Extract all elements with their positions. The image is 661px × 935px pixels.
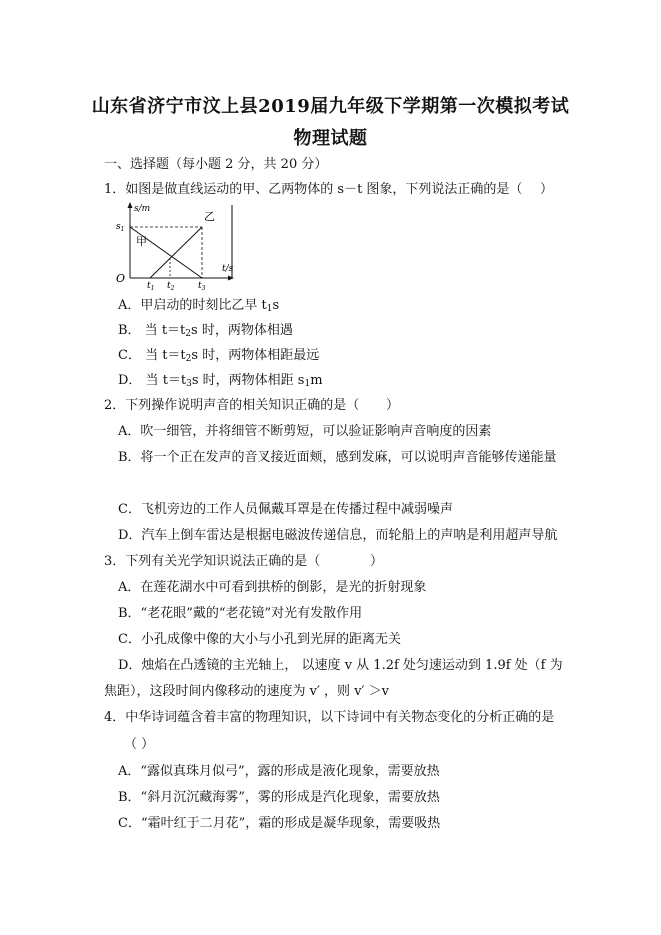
question-1-stem: 1．如图是做直线运动的甲、乙两物体的 s－t 图象，下列说法正确的是（ bbox=[104, 182, 523, 197]
question-3-bracket: ） bbox=[370, 554, 384, 569]
question-1-option-b: B． 当 $t=t_2s$ 时，两物体相遇 bbox=[118, 323, 293, 339]
question-4-option-c: C．“霜叶红于二月花”，霜的形成是凝华现象，需要吸热 bbox=[118, 816, 441, 831]
question-2-stem: 2．下列操作说明声音的相关知识正确的是（ bbox=[104, 398, 360, 413]
page-title: 山东省济宁市汶上县2019届九年级下学期第一次模拟考试 bbox=[91, 96, 570, 117]
graph-line-yi bbox=[150, 227, 202, 278]
question-2-bracket: ） bbox=[386, 398, 400, 413]
graph-y-label: s/m bbox=[134, 204, 151, 214]
question-1-bracket: ） bbox=[540, 182, 554, 197]
question-2-option-a: A．吹一细管，并将细管不断剪短，可以验证影响声音响度的因素 bbox=[118, 424, 492, 439]
question-3-option-d-line2: 焦距），这段时间内像移动的速度为 v′ ，则 v′ ＞v bbox=[104, 684, 389, 699]
section-heading: 一、选择题（每小题 2 分，共 20 分） bbox=[104, 157, 328, 172]
st-graph bbox=[110, 200, 240, 290]
question-1-option-a: A．甲启动的时刻比乙早 $t_1s$ bbox=[118, 298, 280, 314]
question-4-option-a: A．“露似真珠月似弓”，露的形成是液化现象，需要放热 bbox=[118, 764, 440, 779]
graph-x-arrow bbox=[228, 276, 234, 281]
question-3-option-c: C．小孔成像中像的大小与小孔到光屏的距离无关 bbox=[118, 632, 401, 647]
graph-jia-label: 甲 bbox=[136, 235, 147, 248]
question-2-option-d: D．汽车上倒车雷达是根据电磁波传递信息，而轮船上的声呐是利用超声导航 bbox=[118, 528, 558, 543]
question-2-option-b: B．将一个正在发声的音叉接近面颊，感到发麻，可以说明声音能够传递能量 bbox=[118, 450, 557, 465]
question-1-option-d: D． 当 $t=t_3s$ 时，两物体相距 $s_1m$ bbox=[118, 373, 323, 389]
graph-t3-label: $t_3$ bbox=[198, 281, 206, 290]
question-4-option-b: B．“斜月沉沉藏海雾”，雾的形成是汽化现象，需要放热 bbox=[118, 790, 440, 805]
question-3-stem: 3．下列有关光学知识说法正确的是（ bbox=[104, 554, 321, 569]
page-subtitle: 物理试题 bbox=[293, 128, 368, 149]
question-3-option-a: A．在莲花湖水中可看到拱桥的倒影，是光的折射现象 bbox=[118, 580, 427, 595]
graph-s1-label: $s_1$ bbox=[116, 222, 125, 233]
question-3-option-d-line1: D．烛焰在凸透镜的主光轴上， 以速度 v 从 1.2f 处匀速运动到 1.9f 处（f 为 bbox=[118, 658, 563, 673]
question-4-bracket: （ ） bbox=[124, 737, 155, 752]
question-1-option-c: C． 当 $t=t_2s$ 时，两物体相距最远 bbox=[118, 348, 320, 364]
graph-yi-label: 乙 bbox=[204, 210, 215, 223]
graph-t1-label: $t_1$ bbox=[147, 281, 155, 290]
question-2-option-c: C．飞机旁边的工作人员佩戴耳罩是在传播过程中减弱噪声 bbox=[118, 502, 453, 517]
graph-y-arrow bbox=[128, 202, 133, 208]
graph-origin-label: O bbox=[116, 272, 126, 285]
question-3-option-b: B．“老花眼”戴的“老花镜”对光有发散作用 bbox=[118, 606, 363, 621]
graph-x-label: t/s bbox=[222, 264, 234, 274]
graph-t2-label: $t_2$ bbox=[167, 281, 175, 290]
question-4-stem: 4．中华诗词蕴含着丰富的物理知识，以下诗词中有关物态变化的分析正确的是 bbox=[104, 710, 555, 725]
